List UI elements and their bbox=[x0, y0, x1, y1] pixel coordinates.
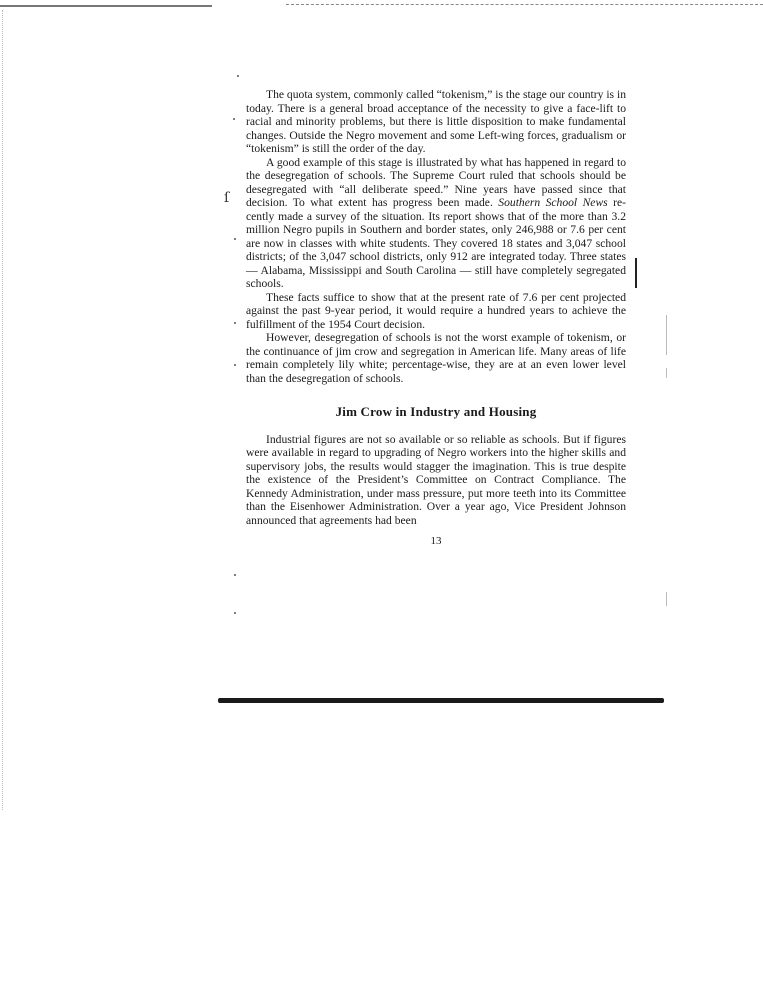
top-rule-right bbox=[286, 4, 763, 5]
publication-suffix: re- bbox=[607, 196, 626, 209]
paragraph-desegregation-text: A good example of this stage is illustrated by what has happened in regard to the desegregation of schools. The Supreme Court ruled that schools should be desegregated with “all deliberate speed.” Nine years have passed since that decision. To what extent has progress been made. bbox=[246, 155, 626, 209]
section-heading: Jim Crow in Industry and Housing bbox=[335, 404, 537, 419]
margin-tick bbox=[666, 368, 667, 378]
scan-left-edge bbox=[2, 10, 3, 810]
margin-check-mark: ſ bbox=[224, 190, 230, 206]
margin-dot bbox=[237, 75, 239, 77]
paragraph-desegregation bbox=[246, 156, 626, 291]
margin-dot bbox=[234, 574, 236, 576]
paragraph-however: However, desegregation of schools is not the worst example of tokenism, or the continuance of jim crow and segregation in American life. Many areas of life remain completely lily white; percentage-wise, they are at an even lower level than the desegregation of schools. bbox=[246, 331, 626, 385]
margin-bracket bbox=[635, 258, 637, 288]
margin-tick bbox=[666, 592, 667, 606]
paragraph-tokenism: The quota system, commonly called “tokenism,” is the stage our country is in today. There is a general broad acceptance of the necessity to give a face-lift to racial and minority problems, but there is little disposition to make fundamental changes. Outside the Negro movement and some Left-wing forces, gradualism or “tokenism” is still the order of the day. bbox=[246, 88, 626, 155]
publication-name: Southern School News bbox=[498, 196, 608, 209]
page-number: 13 bbox=[430, 535, 442, 547]
paragraph-industrial: Industrial figures are not so available or so reliable as schools. But if figures were available in regard to upgrading of Negro workers into the higher skills and supervisory jobs, the results would stagger the imagination. This is true despite the existence of the President’s Committee on Contract Compliance. The Kennedy Administration, under mass pressure, put more teeth into its Committee than the Eisenhower Administration. Over a year ago, Vice President Johnson announced that agreements had been bbox=[246, 432, 626, 527]
margin-tick bbox=[666, 315, 667, 355]
document-page bbox=[246, 88, 626, 549]
margin-dot bbox=[233, 118, 235, 120]
margin-dot bbox=[234, 322, 236, 324]
margin-dot bbox=[234, 612, 236, 614]
top-rule-left bbox=[0, 5, 212, 7]
margin-dot bbox=[234, 364, 236, 366]
paragraph-facts: These facts suffice to show that at the present rate of 7.6 per cent projected against the past 9-year period, it would require a hundred years to achieve the fulfillment of the 1954 Court decision. bbox=[246, 290, 626, 331]
paragraph-survey-text: cently made a survey of the situation. Its report shows that of the more than 3.2 million Negro pupils in Southern and border states, only 246,988 or 7.6 per cent are now in classes with white students. They covered 18 states and 3,047 school districts; of the 3,047 school districts, only 912 are integrated today. Three states — Alabama, Mississippi and South Carolina — still have completely segregated schools. bbox=[246, 209, 626, 290]
margin-dot bbox=[234, 238, 236, 240]
bottom-rule bbox=[218, 698, 664, 703]
